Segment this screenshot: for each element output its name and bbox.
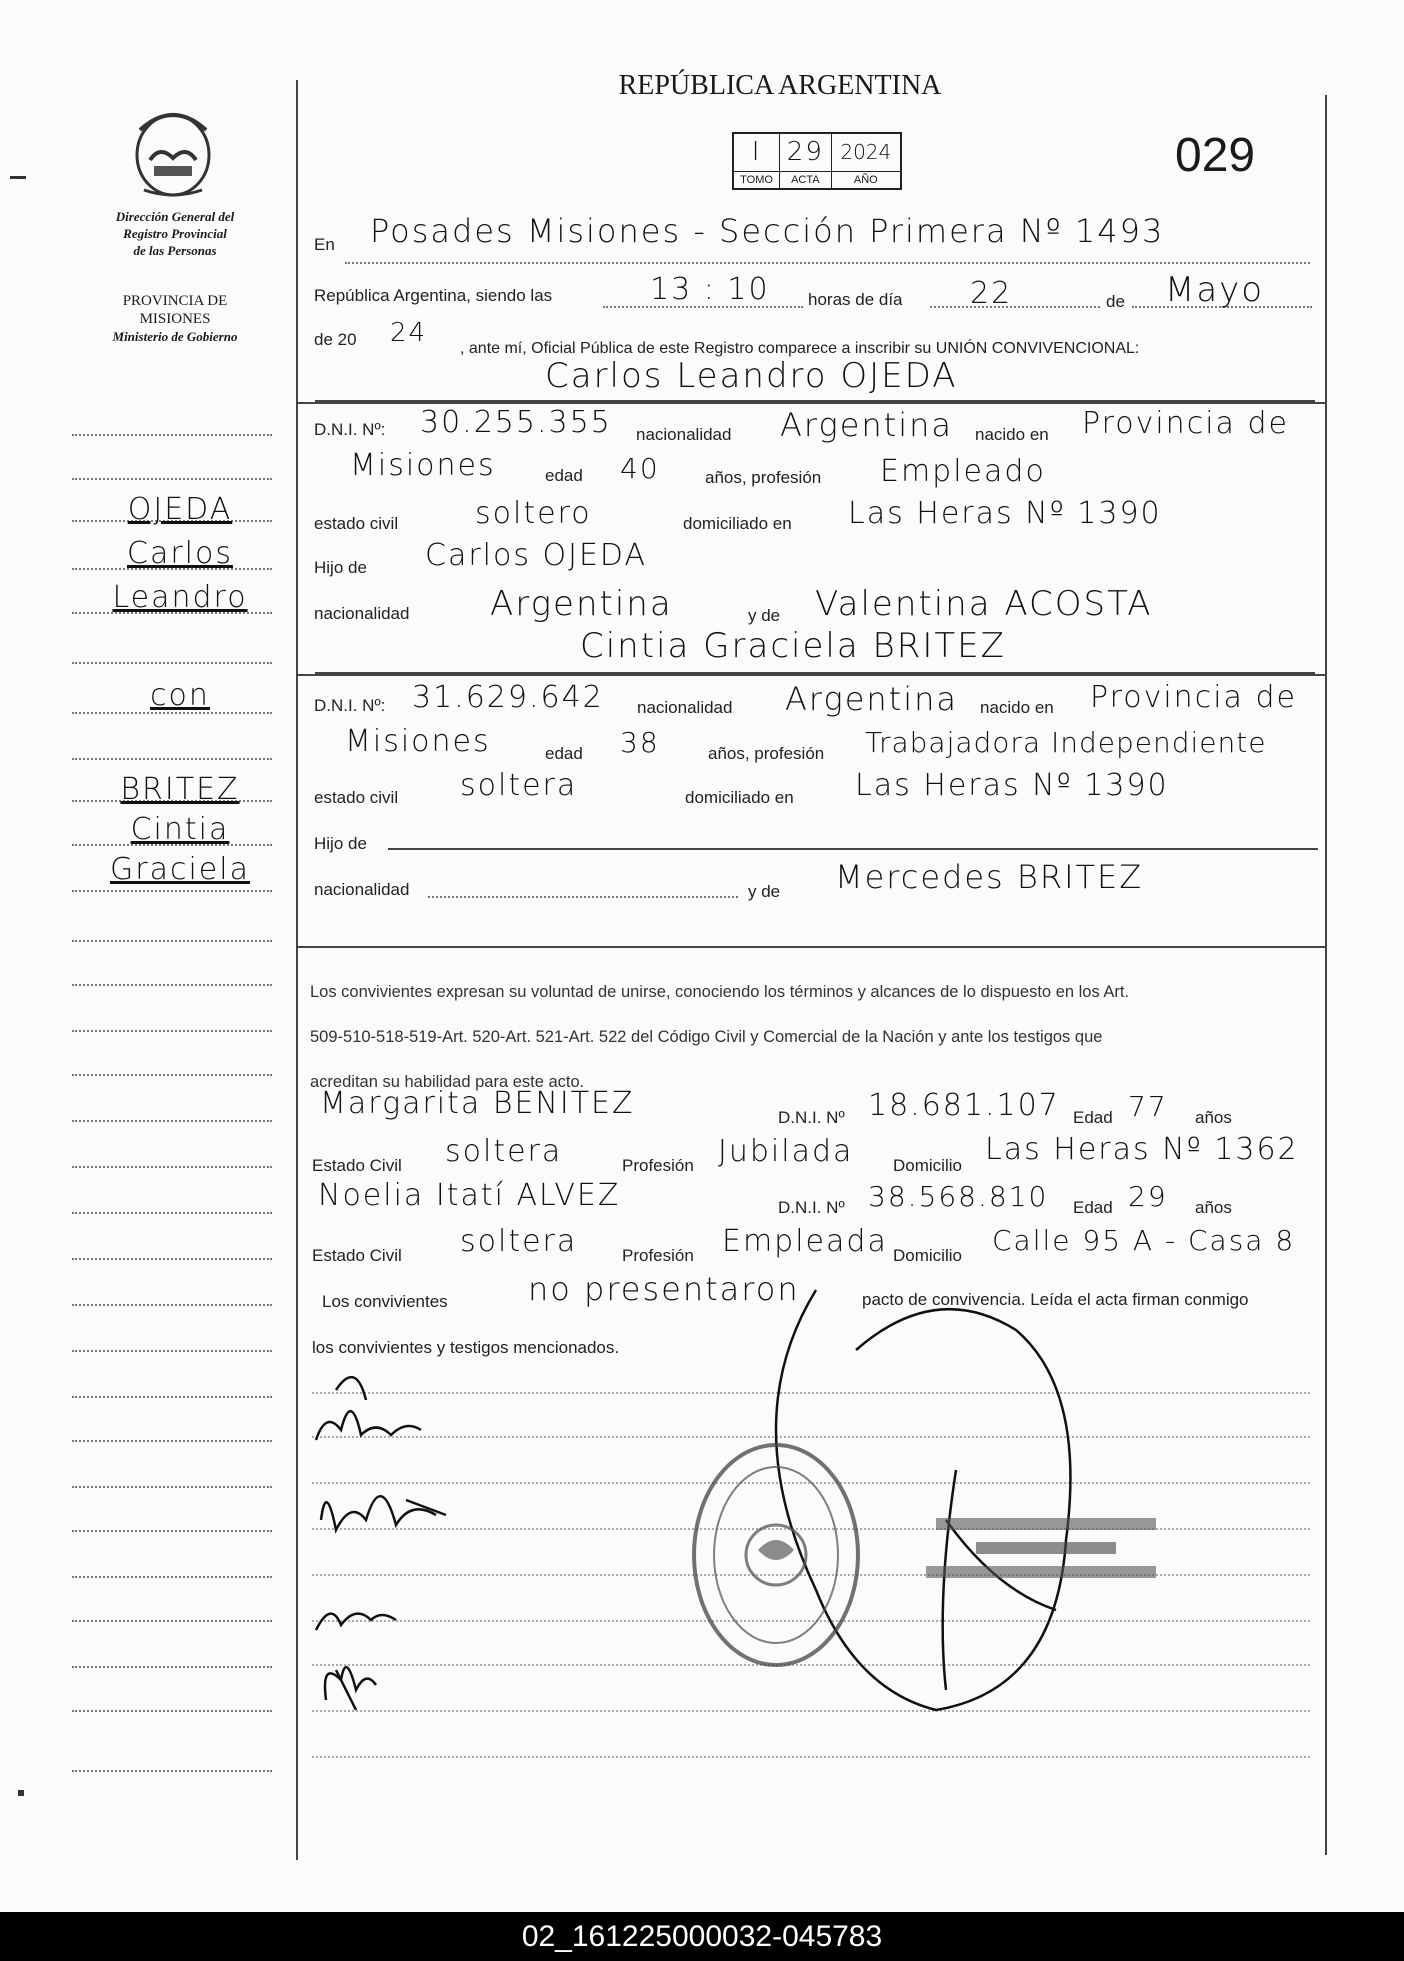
org-line: Registro Provincial xyxy=(123,226,227,241)
of-label: de xyxy=(1106,292,1125,311)
anio-label: AÑO xyxy=(831,171,901,189)
person2-and-label: y de xyxy=(748,882,781,901)
statement-line: 509-510-518-519-Art. 520-Art. 521-Art. 522 del Código Civil y Comercial de la Nación y ante los testigos que xyxy=(310,1028,1103,1046)
person1-father-nat: Argentina xyxy=(490,584,673,624)
page-title: REPÚBLICA ARGENTINA xyxy=(618,70,942,101)
person1-born-cont: Misiones xyxy=(350,448,496,483)
margin-connector: con xyxy=(150,678,210,713)
margin-name-1 xyxy=(90,488,270,620)
pact-value: no presentaron xyxy=(528,1270,800,1308)
witness1-civil: soltera xyxy=(445,1134,563,1169)
person2-father-nat-label: nacionalidad xyxy=(314,880,410,899)
witness1-address: Las Heras Nº 1362 xyxy=(985,1132,1299,1167)
statement-line: acreditan su habilidad para este acto. xyxy=(310,1073,585,1091)
margin-dotted-line xyxy=(72,1396,272,1398)
margin-given-name: Graciela xyxy=(110,852,250,887)
pact-closing: los convivientes y testigos mencionados. xyxy=(312,1338,620,1357)
signature-mark xyxy=(325,1667,376,1710)
margin-dotted-line xyxy=(72,1350,272,1352)
appearance-text: , ante mí, Oficial Pública de este Registro comparece a inscribir su UNIÓN CONVIVENCIONAL: xyxy=(460,340,1140,357)
person1-father-nat-label: nacionalidad xyxy=(314,604,410,623)
person2-prof-label: años, profesión xyxy=(708,744,825,763)
pact-text: pacto de convivencia. Leída el acta firman conmigo xyxy=(862,1290,1249,1309)
signature-dotted-line xyxy=(312,1756,1310,1758)
witness1-years-label: años xyxy=(1195,1108,1232,1127)
witness2-profession: Empleada xyxy=(722,1224,888,1259)
person2-name: Cintia Graciela BRITEZ xyxy=(580,626,1006,666)
margin-dotted-line xyxy=(72,1576,272,1578)
witness1-profession: Jubilada xyxy=(718,1134,854,1169)
acta-number: 029 xyxy=(1175,129,1256,182)
margin-dotted-line xyxy=(72,434,272,436)
acta-value: 29 xyxy=(780,133,831,171)
legal-statement xyxy=(310,970,1320,1105)
margin-dotted-line xyxy=(72,1666,272,1668)
margin-dotted-line xyxy=(72,940,272,942)
witness2-dni-label: D.N.I. Nº xyxy=(778,1198,845,1217)
margin-dotted-line xyxy=(72,1440,272,1442)
person2-dni-label: D.N.I. Nº: xyxy=(314,696,386,715)
section-divider xyxy=(296,674,1326,676)
person2-civil-label: estado civil xyxy=(314,788,399,807)
person1-nationality: Argentina xyxy=(780,406,953,444)
province-name xyxy=(80,292,270,346)
margin-dotted-line xyxy=(72,1620,272,1622)
edge-mark xyxy=(10,176,26,179)
person1-born-label: nacido en xyxy=(975,425,1049,444)
margin-dotted-line xyxy=(72,1770,272,1772)
margin-dotted-line xyxy=(72,1166,272,1168)
margin-dotted-line xyxy=(72,662,272,664)
witness2-dni: 38.568.810 xyxy=(868,1180,1049,1213)
person2-civil: soltera xyxy=(460,768,578,803)
margin-given-name: Carlos xyxy=(127,536,233,571)
person2-dni: 31.629.642 xyxy=(412,680,604,715)
person1-age: 40 xyxy=(620,452,660,485)
place-value: Posades Misiones - Sección Primera Nº 1493 xyxy=(370,212,1165,250)
person2-mother: Mercedes BRITEZ xyxy=(835,858,1144,896)
anio-value: 2024 xyxy=(831,133,901,171)
section-divider xyxy=(296,402,1326,404)
en-label: En xyxy=(314,235,335,254)
margin-surname: OJEDA xyxy=(127,492,233,527)
person1-name: Carlos Leandro OJEDA xyxy=(545,356,958,396)
margin-dotted-line xyxy=(72,758,272,760)
org-name xyxy=(80,208,270,259)
witness1-name: Margarita BENITEZ xyxy=(320,1086,635,1121)
official-seal-stamp xyxy=(694,1445,858,1665)
year-prefix: de 20 xyxy=(314,330,357,349)
margin-dotted-line xyxy=(72,1710,272,1712)
person1-dom-label: domiciliado en xyxy=(683,514,792,533)
statement-line: Los convivientes expresan su voluntad de unirse, conociendo los términos y alcances de lo dispuesto en los Art. xyxy=(310,983,1130,1001)
person2-son-label: Hijo de xyxy=(314,834,367,853)
margin-surname: BRITEZ xyxy=(120,772,240,807)
month-value: Mayo xyxy=(1165,270,1265,310)
place-line xyxy=(345,262,1310,264)
tomo-label: TOMO xyxy=(733,171,780,189)
acta-label: ACTA xyxy=(780,171,831,189)
margin-dotted-line xyxy=(72,1212,272,1214)
witness1-dni: 18.681.107 xyxy=(868,1088,1060,1123)
margin-dotted-line xyxy=(72,984,272,986)
org-line: Dirección General del xyxy=(115,209,235,224)
margin-dotted-line xyxy=(72,890,272,892)
person2-born-label: nacido en xyxy=(980,698,1054,717)
signature-mark xyxy=(321,1496,446,1530)
person1-civil: soltero xyxy=(475,496,592,531)
person1-and-label: y de xyxy=(748,606,781,625)
person2-nac-label: nacionalidad xyxy=(637,698,733,717)
margin-dotted-line xyxy=(72,1258,272,1260)
person2-born: Provincia de xyxy=(1090,680,1297,715)
father-strike-line xyxy=(388,848,1318,850)
margin-given-name: Leandro xyxy=(112,580,248,615)
edge-mark xyxy=(18,1790,24,1796)
registry-reference-table xyxy=(732,132,902,190)
witness2-name: Noelia Itatí ALVEZ xyxy=(318,1178,621,1213)
person2-dom-label: domiciliado en xyxy=(685,788,794,807)
signature-mark xyxy=(316,1614,396,1630)
person1-dni-label: D.N.I. Nº: xyxy=(314,420,386,439)
person2-age: 38 xyxy=(620,726,660,759)
margin-dotted-line xyxy=(72,1486,272,1488)
person1-prof-label: años, profesión xyxy=(705,468,822,487)
margin-dotted-line xyxy=(72,478,272,480)
day-label: horas de día xyxy=(808,290,903,309)
day-line xyxy=(930,306,1100,308)
margin-dotted-line xyxy=(72,1530,272,1532)
provincial-crest xyxy=(130,100,216,200)
witness2-civil-label: Estado Civil xyxy=(312,1246,402,1265)
province-line: MISIONES xyxy=(139,311,211,327)
person1-profession: Empleado xyxy=(880,454,1046,489)
witness2-age-label: Edad xyxy=(1073,1198,1113,1217)
org-line: de las Personas xyxy=(133,243,217,258)
margin-dotted-line xyxy=(72,1120,272,1122)
person1-address: Las Heras Nº 1390 xyxy=(848,496,1162,531)
margin-given-name: Cintia xyxy=(130,812,230,847)
pact-label: Los convivientes xyxy=(322,1292,448,1311)
time-prefix: República Argentina, siendo las xyxy=(314,286,553,305)
margin-name-2 xyxy=(90,770,270,890)
ministry-line: Ministerio de Gobierno xyxy=(112,329,238,344)
person2-address: Las Heras Nº 1390 xyxy=(855,768,1169,803)
margin-dotted-line xyxy=(72,1030,272,1032)
signatures-and-seal xyxy=(296,1270,1326,1740)
person2-profession: Trabajadora Independiente xyxy=(865,726,1267,759)
person1-born: Provincia de xyxy=(1082,406,1289,441)
margin-dotted-line xyxy=(72,1304,272,1306)
father-nat-line xyxy=(428,896,738,898)
witness2-civil: soltera xyxy=(460,1224,578,1259)
witness1-civil-label: Estado Civil xyxy=(312,1156,402,1175)
person1-father: Carlos OJEDA xyxy=(425,538,648,573)
person2-nationality: Argentina xyxy=(785,680,958,718)
hour-value: 13 : 10 xyxy=(650,272,770,307)
section-divider xyxy=(296,946,1326,948)
person2-born-cont: Misiones xyxy=(345,724,491,759)
margin-dotted-line xyxy=(72,1074,272,1076)
year-value: 24 xyxy=(390,318,428,348)
person2-age-label: edad xyxy=(545,744,583,763)
witness1-age-label: Edad xyxy=(1073,1108,1113,1127)
person1-civil-label: estado civil xyxy=(314,514,399,533)
witness1-dni-label: D.N.I. Nº xyxy=(778,1108,845,1127)
person1-son-label: Hijo de xyxy=(314,558,367,577)
person1-age-label: edad xyxy=(545,466,583,485)
witness2-prof-label: Profesión xyxy=(622,1246,694,1265)
province-line: PROVINCIA DE xyxy=(122,293,228,309)
person1-mother: Valentina ACOSTA xyxy=(815,584,1153,624)
witness1-dom-label: Domicilio xyxy=(893,1156,962,1175)
person1-nac-label: nacionalidad xyxy=(636,425,732,444)
witness2-address: Calle 95 A - Casa 8 xyxy=(992,1224,1296,1257)
day-value: 22 xyxy=(970,276,1013,311)
tomo-value: I xyxy=(733,133,780,171)
signature-mark xyxy=(316,1377,421,1440)
witness2-dom-label: Domicilio xyxy=(893,1246,962,1265)
witness1-age: 77 xyxy=(1128,1090,1168,1123)
witness2-years-label: años xyxy=(1195,1198,1232,1217)
witness2-age: 29 xyxy=(1128,1180,1168,1213)
witness1-prof-label: Profesión xyxy=(622,1156,694,1175)
scan-footer: 02_161225000032-045783 xyxy=(0,1912,1404,1961)
person1-dni: 30.255.355 xyxy=(420,405,612,440)
officer-stamp xyxy=(926,1518,1156,1578)
